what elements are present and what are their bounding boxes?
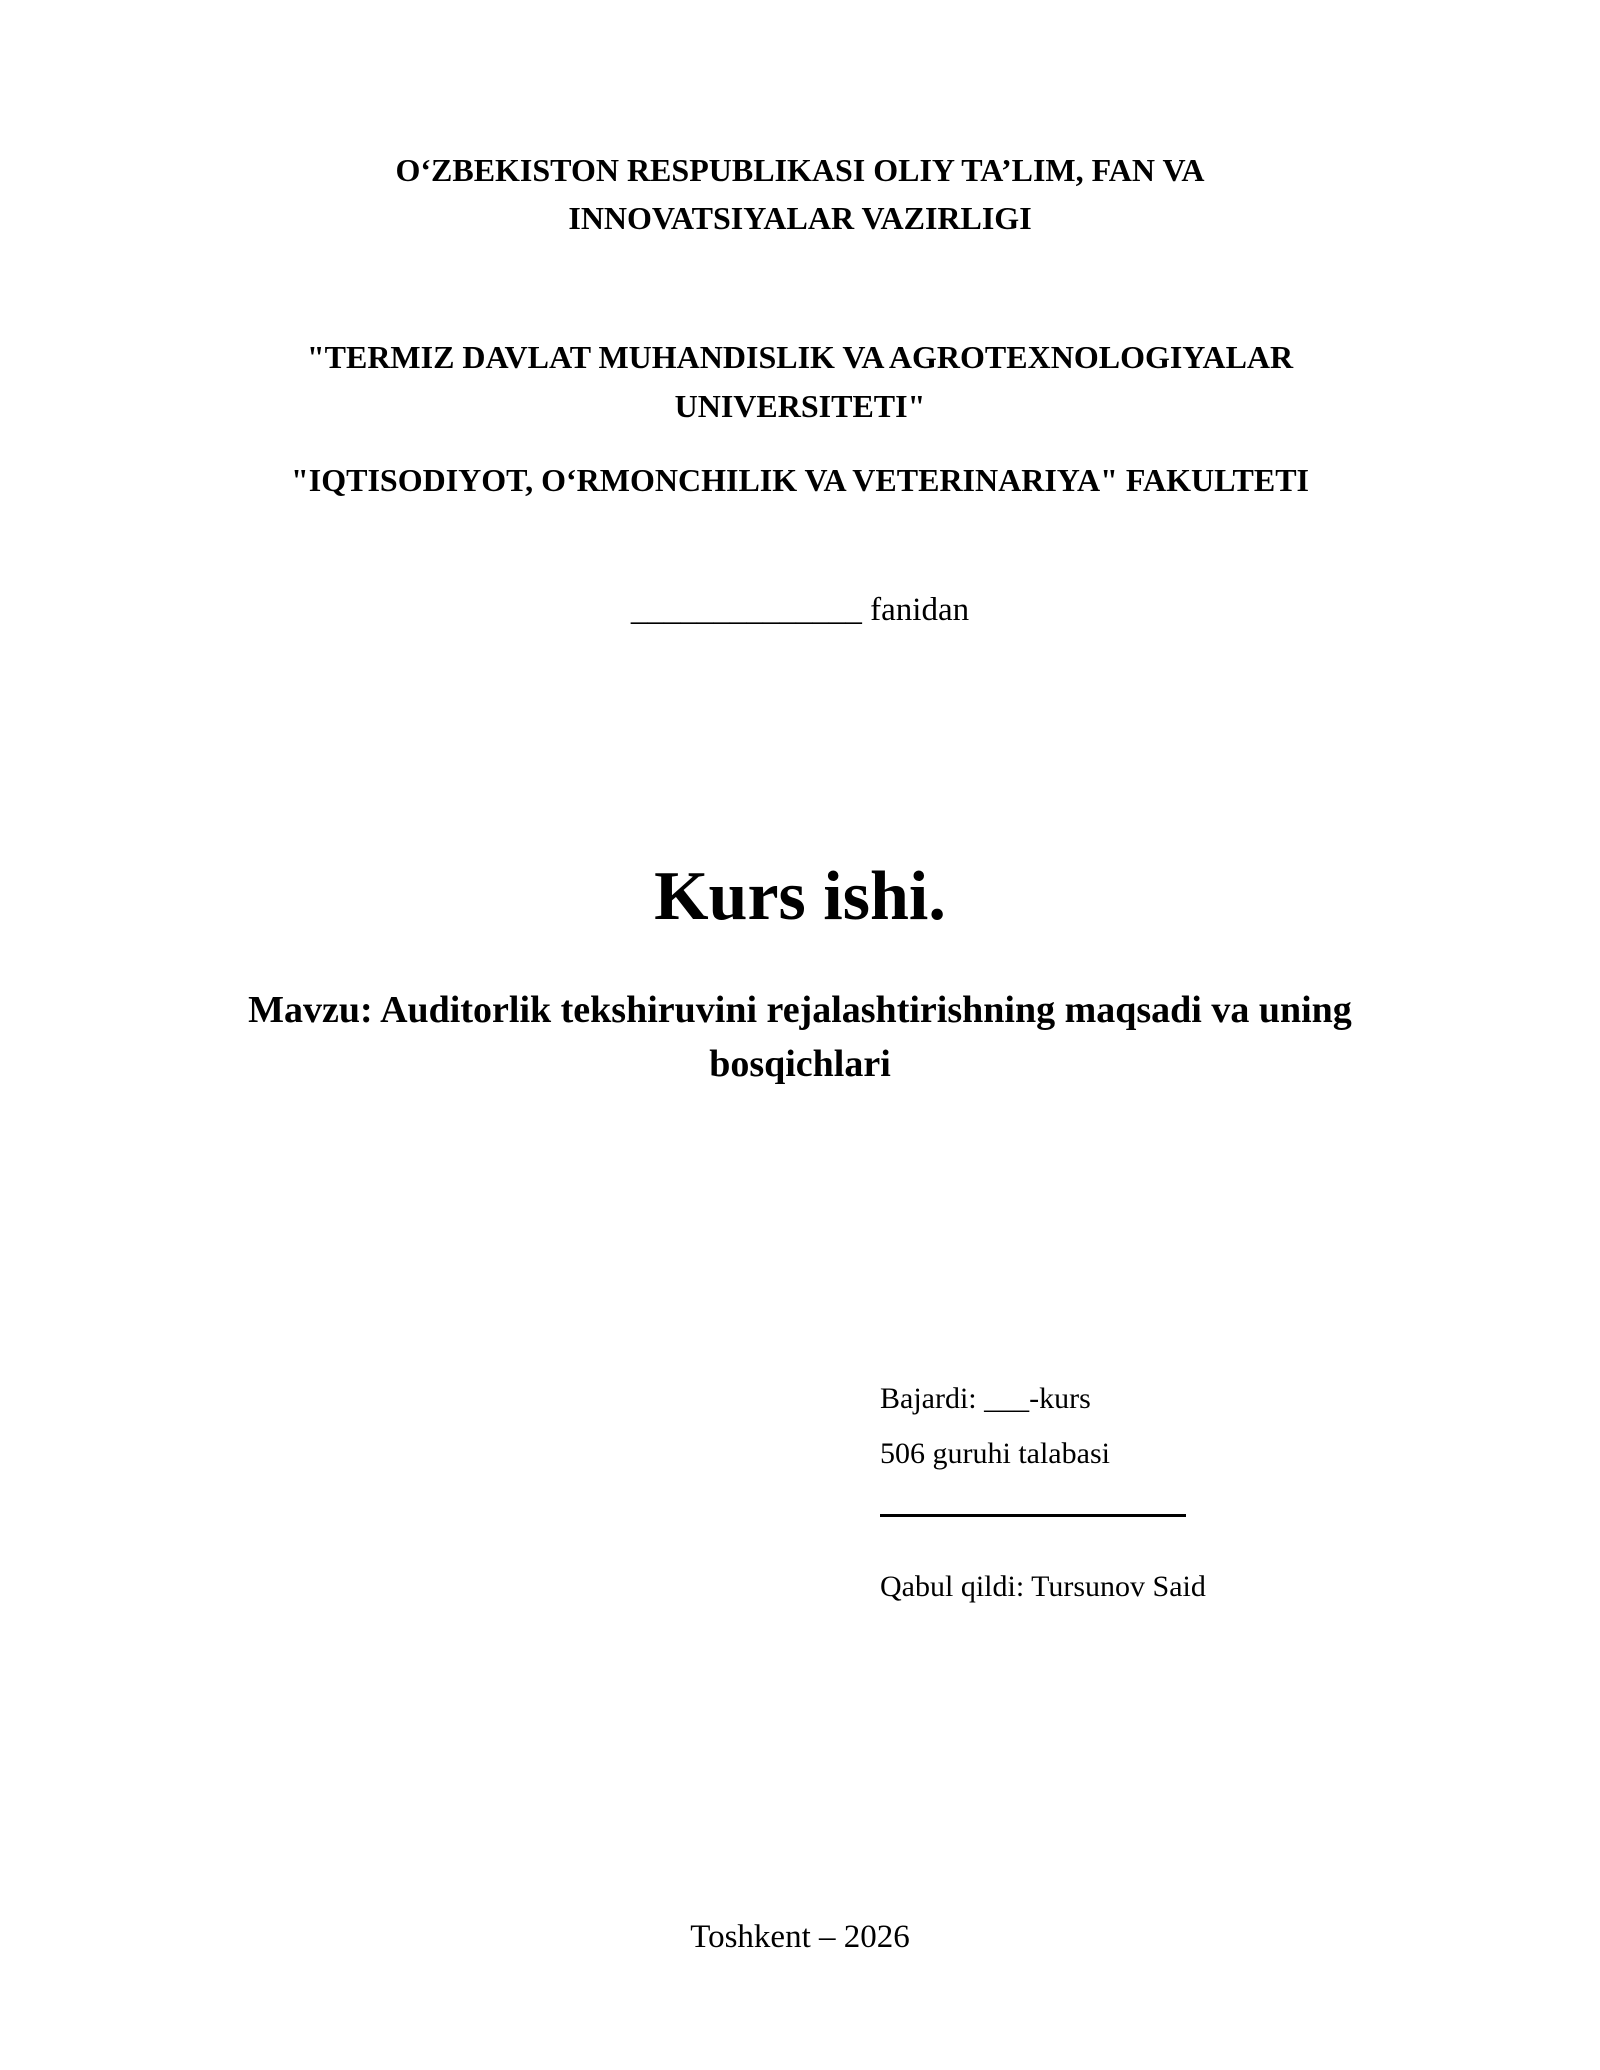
university-name-line1: "TERMIZ DAVLAT MUHANDISLIK VA AGROTEXNOLOGIYALAR [306,339,1294,375]
place-year: Toshkent – 2026 [690,1919,910,1955]
student-name-line [880,1514,1186,1517]
accepted-by: Qabul qildi: Tursunov Said [880,1570,1206,1603]
student-group: 506 guruhi talabasi [880,1437,1110,1470]
ministry-title-line2: INNOVATSIYALAR VAZIRLIGI [568,200,1032,236]
topic-line1: Mavzu: Auditorlik tekshiruvini rejalashtirishning maqsadi va uning [248,989,1352,1031]
university-name-line2: UNIVERSITETI" [674,388,926,424]
performed-by: Bajardi: ___-kurs [880,1382,1091,1415]
subject-line: ______________ fanidan [630,592,970,628]
topic-line2: bosqichlari [709,1043,891,1085]
faculty-name: "IQTISODIYOT, O‘RMONCHILIK VA VETERINARIYA" FAKULTETI [291,462,1309,498]
document-title: Kurs ishi. [654,858,946,935]
ministry-title-line1: O‘ZBEKISTON RESPUBLIKASI OLIY TA’LIM, FAN VA [395,152,1205,188]
